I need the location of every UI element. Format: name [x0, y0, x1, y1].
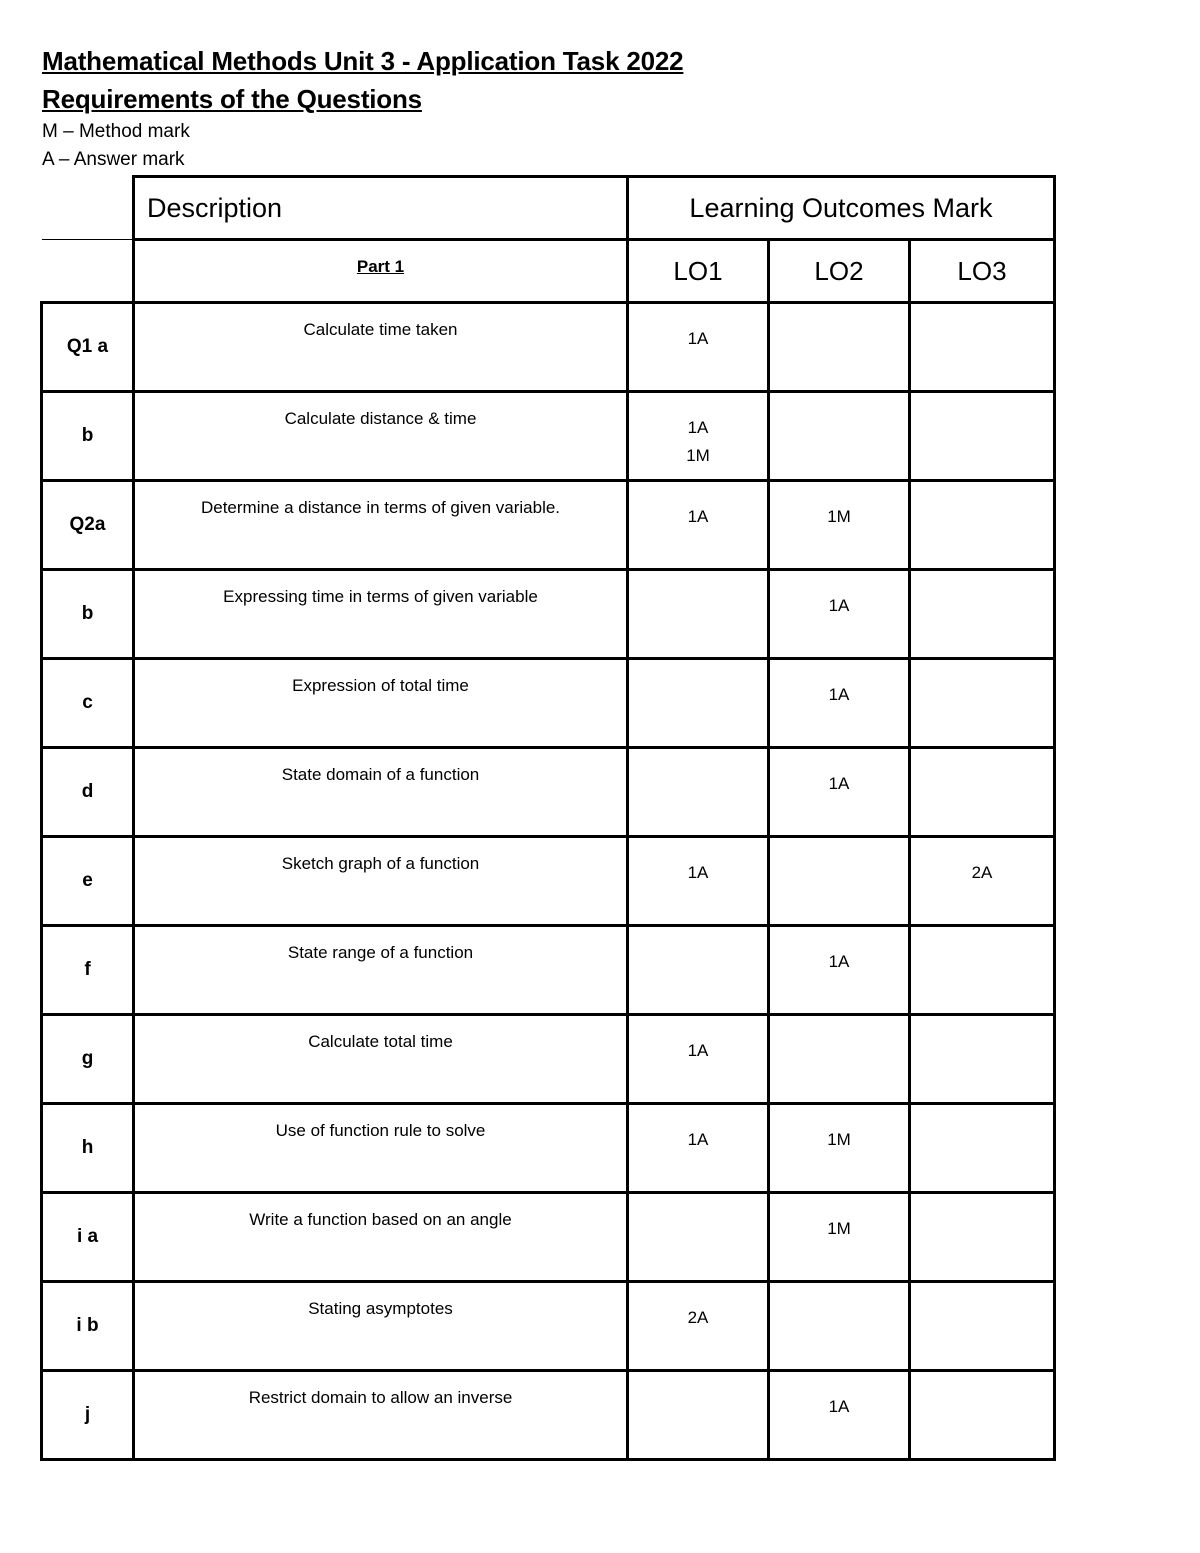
lo1-mark-text: 1A [687, 1130, 709, 1149]
description-cell [134, 392, 628, 481]
lo3-mark [910, 1193, 1055, 1282]
description-cell-text: Expression of total time [292, 676, 469, 695]
question-label-text: g [81, 1048, 94, 1069]
description-cell [134, 1371, 628, 1460]
question-label-text: i b [76, 1315, 99, 1336]
lo1-mark-text: 2A [687, 1308, 709, 1327]
lo3-mark [910, 1371, 1055, 1460]
table-row [42, 1371, 1055, 1460]
requirements-table [40, 175, 1056, 1461]
legend-method-mark: M – Method mark [42, 121, 190, 142]
description-cell-text: Calculate time taken [303, 320, 458, 339]
question-label-text: Q2a [69, 514, 106, 535]
question-label [42, 303, 134, 392]
description-cell [134, 837, 628, 926]
lo2-mark [769, 481, 910, 570]
lo2-mark [769, 1371, 910, 1460]
question-label-text: c [82, 692, 93, 713]
table-row [42, 1193, 1055, 1282]
description-cell [134, 1104, 628, 1193]
lo1-mark-text: 1A [687, 329, 709, 348]
lo2-mark [769, 1282, 910, 1371]
lo2-mark [769, 570, 910, 659]
lo3-header: LO3 [910, 240, 1055, 303]
lo2-mark [769, 1193, 910, 1282]
lo1-mark-text: 1A [687, 863, 709, 882]
description-cell-text: Use of function rule to solve [275, 1121, 486, 1140]
legend-answer-mark: A – Answer mark [42, 149, 185, 170]
table-row [42, 1282, 1055, 1371]
part-blank-cell [42, 240, 134, 303]
lo1-mark [628, 1104, 769, 1193]
question-label [42, 1282, 134, 1371]
description-cell [134, 1015, 628, 1104]
lo1-mark-text: 1A [687, 507, 709, 526]
description-cell-text: Calculate distance & time [284, 409, 477, 428]
description-cell [134, 659, 628, 748]
lo1-mark [628, 837, 769, 926]
header-blank-cell [42, 177, 134, 240]
lo3-mark [910, 837, 1055, 926]
lo3-mark-text: 2A [971, 863, 993, 882]
question-label [42, 481, 134, 570]
question-label [42, 1371, 134, 1460]
lo2-mark-text: 1A [828, 596, 850, 615]
lo1-mark-secondary-text: 1M [686, 446, 710, 465]
lo2-mark-text: 1M [827, 1130, 851, 1149]
description-cell [134, 1282, 628, 1371]
lo3-mark [910, 1282, 1055, 1371]
lo2-mark-text: 1M [827, 507, 851, 526]
description-cell-text: Determine a distance in terms of given variable. [200, 498, 561, 517]
lo3-mark [910, 392, 1055, 481]
lo2-mark-text: 1A [828, 1397, 850, 1416]
description-cell-text: Calculate total time [308, 1032, 453, 1051]
question-label-text: f [84, 959, 91, 980]
lo3-mark [910, 659, 1055, 748]
question-label [42, 1104, 134, 1193]
description-cell-text: State range of a function [287, 943, 474, 962]
table-row [42, 1104, 1055, 1193]
lo1-header: LO1 [628, 240, 769, 303]
lo1-mark [628, 659, 769, 748]
lo2-mark [769, 837, 910, 926]
question-label [42, 926, 134, 1015]
lo1-mark-text: 1A [687, 418, 709, 437]
description-cell-text: Write a function based on an angle [249, 1210, 512, 1229]
document-title: Mathematical Methods Unit 3 - Application Task 2022 [42, 46, 684, 76]
lo3-mark [910, 570, 1055, 659]
description-cell [134, 926, 628, 1015]
lo3-mark [910, 926, 1055, 1015]
question-label-text: Q1 a [66, 336, 109, 357]
lo2-mark-text: 1A [828, 952, 850, 971]
lo1-mark [628, 303, 769, 392]
lo1-mark [628, 481, 769, 570]
lo2-header: LO2 [769, 240, 910, 303]
table-row [42, 659, 1055, 748]
lo1-mark [628, 1193, 769, 1282]
question-label [42, 659, 134, 748]
description-cell [134, 1193, 628, 1282]
question-label [42, 392, 134, 481]
question-label-text: d [81, 781, 94, 802]
question-label [42, 837, 134, 926]
lo2-mark [769, 659, 910, 748]
description-cell-text: Expressing time in terms of given variable [223, 587, 538, 606]
question-label-text: j [84, 1404, 91, 1425]
description-header: Description [134, 177, 628, 240]
question-label-text: b [81, 425, 94, 446]
part-header-row [42, 240, 1055, 303]
table-row [42, 926, 1055, 1015]
lo2-mark-text: 1M [827, 1219, 851, 1238]
lo2-mark [769, 748, 910, 837]
table-row [42, 748, 1055, 837]
lo3-mark [910, 303, 1055, 392]
table-row [42, 837, 1055, 926]
description-cell [134, 570, 628, 659]
description-cell [134, 748, 628, 837]
table-row [42, 392, 1055, 481]
lo1-mark [628, 926, 769, 1015]
description-cell-text: Stating asymptotes [308, 1299, 453, 1318]
lo2-mark-text: 1A [828, 774, 850, 793]
lo1-mark [628, 1015, 769, 1104]
lo2-mark [769, 1104, 910, 1193]
table-row [42, 303, 1055, 392]
description-cell [134, 303, 628, 392]
question-label [42, 570, 134, 659]
lo2-mark [769, 392, 910, 481]
lo2-mark [769, 1015, 910, 1104]
part-label: Part 1 [134, 240, 628, 303]
learning-outcomes-header: Learning Outcomes Mark [628, 177, 1055, 240]
lo3-mark [910, 748, 1055, 837]
table-row [42, 1015, 1055, 1104]
lo3-mark [910, 1015, 1055, 1104]
description-cell [134, 481, 628, 570]
table-row [42, 481, 1055, 570]
lo3-mark [910, 1104, 1055, 1193]
question-label-text: h [81, 1137, 94, 1158]
lo1-mark-text: 1A [687, 1041, 709, 1060]
question-label-text: e [82, 870, 93, 891]
lo3-mark [910, 481, 1055, 570]
lo2-mark-text: 1A [828, 685, 850, 704]
table-row [42, 570, 1055, 659]
document-subtitle: Requirements of the Questions [42, 84, 422, 114]
question-label [42, 1015, 134, 1104]
question-label-text: i a [76, 1226, 99, 1247]
question-label-text: b [81, 603, 94, 624]
question-label [42, 1193, 134, 1282]
question-label [42, 748, 134, 837]
table-header-row [42, 177, 1055, 240]
lo2-mark [769, 303, 910, 392]
lo1-mark [628, 392, 769, 481]
description-cell-text: State domain of a function [281, 765, 480, 784]
lo1-mark [628, 1282, 769, 1371]
lo1-mark [628, 570, 769, 659]
lo2-mark [769, 926, 910, 1015]
lo1-mark [628, 748, 769, 837]
description-cell-text: Restrict domain to allow an inverse [248, 1388, 513, 1407]
lo1-mark [628, 1371, 769, 1460]
description-cell-text: Sketch graph of a function [281, 854, 480, 873]
